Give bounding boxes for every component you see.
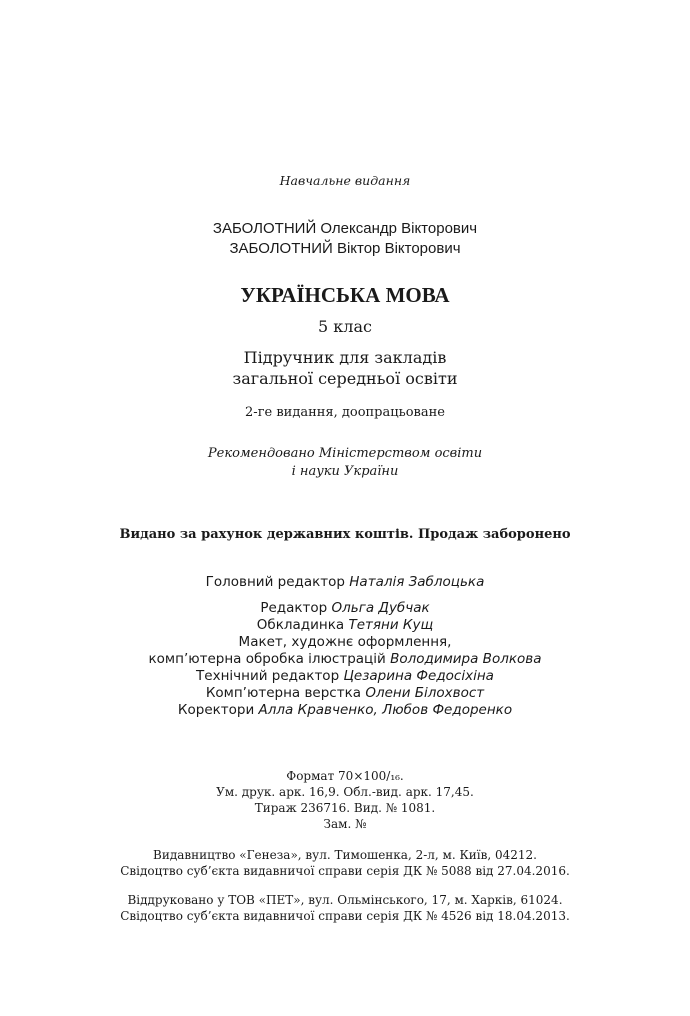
subtitle-line-2: загальної середньої освіти [232,369,458,388]
credit-illustrations [0,653,690,667]
publisher-address: Видавництво «Генеза», вул. Тимошенка, 2-л, м. Київ, 04212. [153,848,537,862]
grade: 5 клас [318,317,372,336]
funding-notice: Видано за рахунок державних коштів. Продаж заборонено [119,527,571,542]
author-1: ЗАБОЛОТНИЙ Олександр Вікторович [212,220,478,237]
credit-name: Ольга Дубчак [331,600,430,616]
credit-name: Цезарина Федосіхіна [343,668,494,684]
print-sheets: Ум. друк. арк. 16,9. Обл.-вид. арк. 17,45. [216,785,474,799]
recommendation-line-2: і науки України [291,464,399,479]
credit-layout: Макет, художнє оформлення, [238,634,452,650]
credit-name: Наталія Заблоцька [349,574,485,590]
credit-role: Коректори [177,702,255,718]
print-format: Формат 70×100/₁₆. [286,769,404,783]
credit-role: Головний редактор [205,574,345,590]
credit-role: Комп’ютерна верстка [205,685,362,701]
credit-role: Технічний редактор [196,668,340,684]
printer-address: Віддруковано у ТОВ «ПЕТ», вул. Ольмінського, 17, м. Харків, 61024. [127,893,563,907]
order-number: Зам. № [323,817,367,831]
credit-chief-editor [0,576,690,590]
credit-name: Алла Кравченко, Любов Федоренко [258,702,513,718]
credit-typesetting [0,687,690,701]
credit-editor [0,602,690,616]
edition-type: Навчальне видання [279,173,411,188]
credit-role: комп’ютерна обробка ілюстрацій [148,651,386,667]
publisher-certificate: Свідоцтво суб’єкта видавничої справи серія ДК № 5088 від 27.04.2016. [120,864,570,878]
printer-certificate: Свідоцтво суб’єкта видавничої справи серія ДК № 4526 від 18.04.2013. [120,909,570,923]
author-2: ЗАБОЛОТНИЙ Віктор Вікторович [229,240,461,257]
credit-cover [0,619,690,633]
credit-name: Тетяни Кущ [348,617,434,633]
edition-note: 2-ге видання, доопрацьоване [245,405,445,420]
credit-role: Редактор [260,600,328,616]
recommendation-line-1: Рекомендовано Міністерством освіти [207,446,483,461]
subtitle-line-1: Підручник для закладів [243,348,447,367]
print-run: Тираж 236716. Вид. № 1081. [254,801,436,815]
credit-role: Обкладинка [256,617,345,633]
credit-tech-editor [0,670,690,684]
credit-name: Олени Білохвост [365,685,485,701]
credit-name: Володимира Волкова [390,651,542,667]
book-title: УКРАЇНСЬКА МОВА [240,283,450,307]
credit-proofreaders [0,704,690,718]
